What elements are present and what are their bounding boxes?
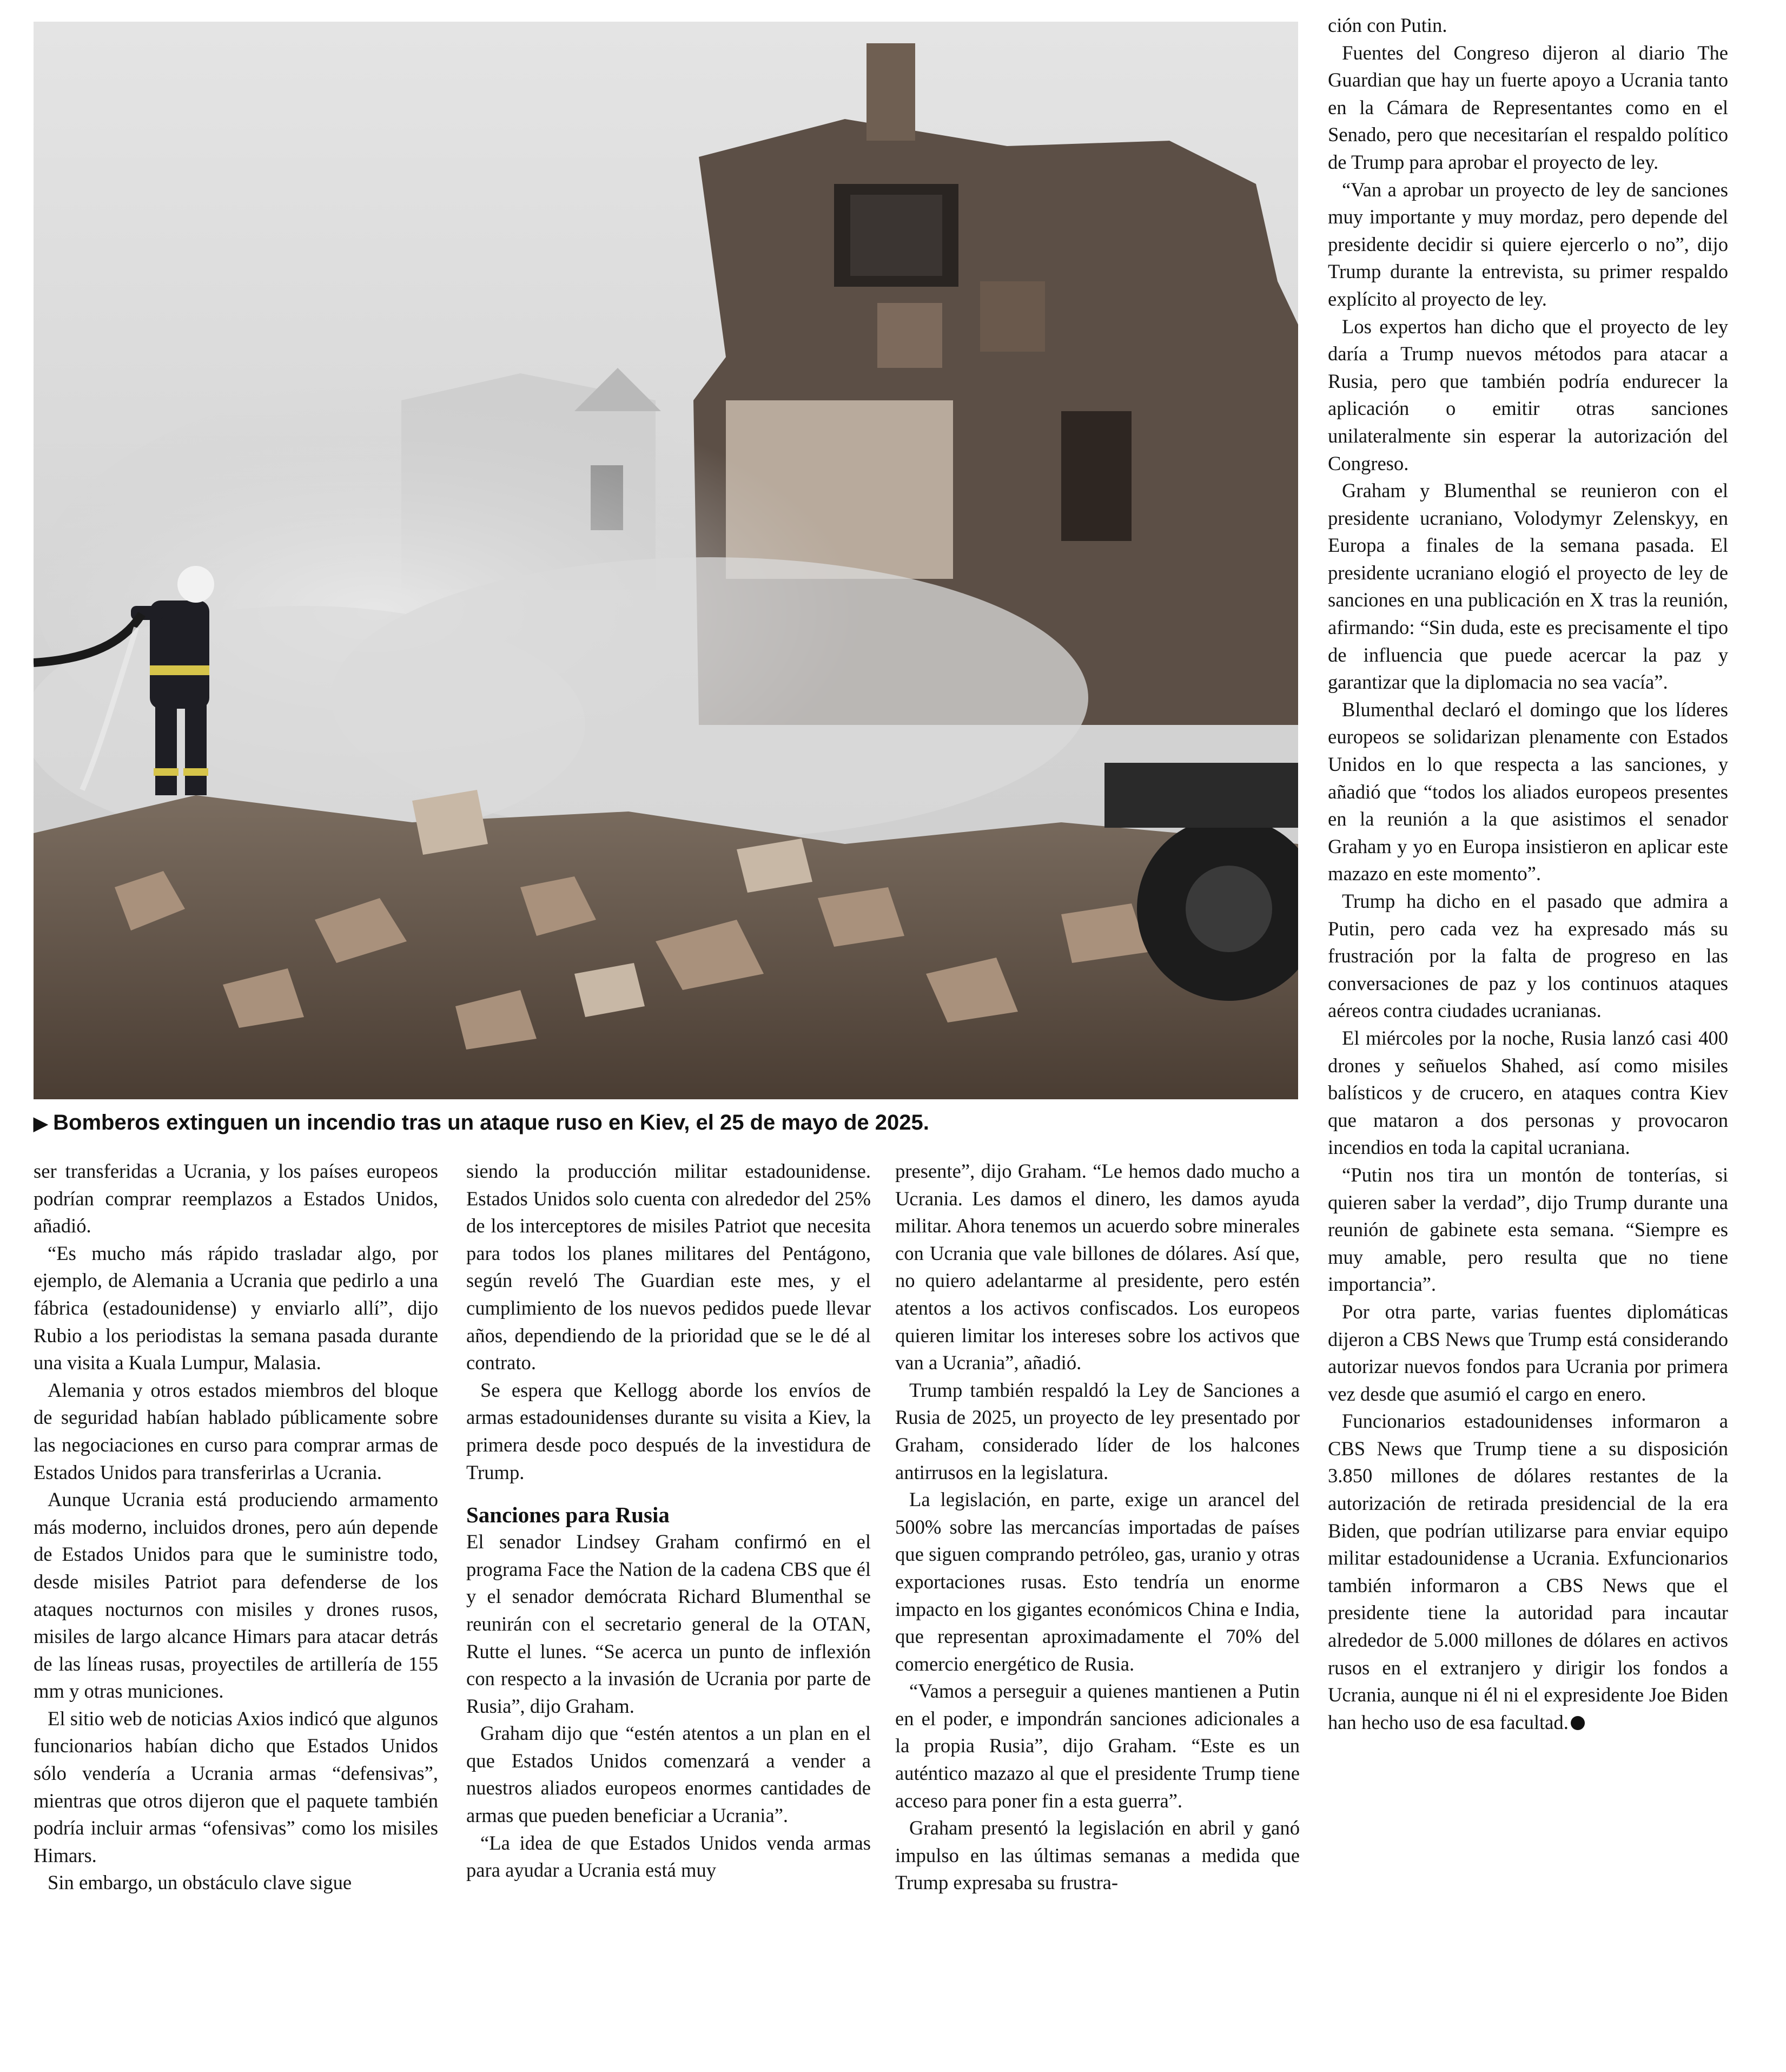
paragraph: La legislación, en parte, exige un arancel del 500% sobre las mercancías importadas de países que siguen comprando petróleo, gas, uranio y otras exportaciones rusas. Esto tendría un enorme impacto en los gigantes económicos China e India, que representan aproximadamente el 70% del comercio energético de Rusia. xyxy=(895,1488,1300,1675)
paragraph: Alemania y otros estados miembros del bloque de seguridad habían hablado públicamente sobre las negociaciones en curso para comprar armas de Estados Unidos para transferirlas a Ucrania. xyxy=(34,1378,438,1483)
paragraph: Aunque Ucrania está produciendo armamento más moderno, incluidos drones, pero aún depende de Estados Unidos para que le suministre todo, desde misiles Patriot para defenderse de los ataques nocturnos con misiles y drones rusos, misiles de largo alcance Himars para atacar detrás de las líneas rusas, proyectiles de artillería de 155 mm y otras municiones. xyxy=(34,1488,438,1703)
paragraph: Los expertos han dicho que el proyecto de ley daría a Trump nuevos métodos para atacar a Rusia, pero que también podría endurecer la aplicación o emitir otras sanciones unilateralmente sin esperar la autorización del Congreso. xyxy=(1328,315,1728,474)
paragraph: Fuentes del Congreso dijeron al diario The Guardian que hay un fuerte apoyo a Ucrania tanto en la Cámara de Representantes como en el Senado, pero que necesitarían el respaldo político de Trump para aprobar el proyecto de ley. xyxy=(1328,41,1728,173)
paragraph: Por otra parte, varias fuentes diplomáticas dijeron a CBS News que Trump está considerando autorizar nuevos fondos para Ucrania por primera vez desde que asumió el cargo en enero. xyxy=(1328,1300,1728,1405)
paragraph: Sin embargo, un obstáculo clave sigue xyxy=(48,1871,352,1894)
paragraph: Trump también respaldó la Ley de Sanciones a Rusia de 2025, un proyecto de ley presentado por Graham, considerado líder de los halcones antirrusos en la legislatura. xyxy=(895,1378,1300,1483)
paragraph: El miércoles por la noche, Rusia lanzó casi 400 drones y señuelos Shahed, así como misiles balísticos y de crucero, en ataques contra Kiev que mataron a dos personas y provocaron incendios en toda la capital ucraniana. xyxy=(1328,1026,1728,1159)
caption-arrow-icon: ▶ xyxy=(34,1113,48,1134)
paragraph: “Putin nos tira un montón de tonterías, si quieren saber la verdad”, dijo Trump durante una reunión de gabinete esta semana. “Siempre es muy amable, pero resulta que no tiene importancia”. xyxy=(1328,1163,1728,1296)
paragraph: “Van a aprobar un proyecto de ley de sanciones muy importante y muy mordaz, pero depende del presidente decidir si quiere ejercerlo o no”, dijo Trump durante la entrevista, su primer respaldo explícito al proyecto de ley. xyxy=(1328,178,1728,310)
paragraph: presente”, dijo Graham. “Le hemos dado mucho a Ucrania. Les damos el dinero, les damos ayuda militar. Ahora tenemos un acuerdo sobre minerales con Ucrania que vale billones de dólares. Así que, no quiero adelantarme al presidente, pero estén atentos a los activos confiscados. Los europeos quieren limitar los intereses sobre los activos que van a Ucrania”, añadió. xyxy=(895,1160,1300,1374)
paragraph: “Es mucho más rápido trasladar algo, por ejemplo, de Alemania a Ucrania que pedirlo a una fábrica (estadounidense) y enviarlo allí”, dijo Rubio a los periodistas la semana pasada durante una visita a Kuala Lumpur, Malasia. xyxy=(34,1242,438,1374)
paragraph: Se espera que Kellogg aborde los envíos de armas estadounidenses durante su visita a Kiev, la primera desde poco después de la investidura de Trump. xyxy=(466,1378,871,1483)
paragraph: Blumenthal declaró el domingo que los líderes europeos se solidarizan plenamente con Estados Unidos en lo que respecta a las sanciones, y añadió que “todos los aliados europeos presentes en la reunión a la que asistimos el senador Graham y yo en Europa insistieron en aplicar este mazazo en este momento”. xyxy=(1328,698,1728,885)
article-column-2 xyxy=(466,1158,871,1884)
caption-text: Bomberos extinguen un incendio tras un ataque ruso en Kiev, el 25 de mayo de 2025. xyxy=(53,1111,929,1134)
paragraph: “La idea de que Estados Unidos venda armas para ayudar a Ucrania está muy xyxy=(466,1831,871,1882)
paragraph: Graham y Blumenthal se reunieron con el presidente ucraniano, Volodymyr Zelenskyy, en Europa a finales de la semana pasada. El presidente ucraniano elogió el proyecto de ley de sanciones en una publicación en X tras la reunión, afirmando: “Sin duda, este es precisamente el tipo de influencia que puede acercar la paz y garantizar que la diplomacia no sea vacía”. xyxy=(1328,479,1728,694)
paragraph: ción con Putin. xyxy=(1328,14,1447,36)
paragraph: Graham presentó la legislación en abril y ganó impulso en las últimas semanas a medida que Trump expresaba su frustra- xyxy=(895,1817,1300,1894)
last-paragraph xyxy=(1328,1408,1728,1736)
paragraph: “Vamos a perseguir a quienes mantienen a Putin en el poder, e impondrán sanciones adicionales a la propia Rusia”, dijo Graham. “Este es un auténtico mazazo al que el presidente Trump tiene acceso para poner fin a esta guerra”. xyxy=(895,1680,1300,1812)
paragraph: Graham dijo que “estén atentos a un plan en el que Estados Unidos comenzará a vender a nuestros aliados europeos enormes cantidades de armas que pueden beneficiar a Ucrania”. xyxy=(466,1722,871,1827)
article-column-4 xyxy=(1328,12,1728,1736)
fire-rubble-photo-icon xyxy=(34,22,1298,1099)
article-column-3 xyxy=(895,1158,1300,1897)
photo-caption xyxy=(34,1104,1298,1141)
end-of-article-icon xyxy=(1571,1716,1585,1730)
paragraph-text: Funcionarios estadounidenses informaron a CBS News que Trump tiene a su disposición 3.850 millones de dólares restantes de la autorización de retirada presidencial de la era Biden, que podrían utilizarse para enviar equipo militar estadounidense a Ucrania. Exfuncionarios también informaron a CBS News que el presidente tiene la autoridad para incautar alrededor de 5.000 millones de dólares en activos rusos en el extranjero y dirigir los fondos a Ucrania, aunque ni él ni el expresidente Joe Biden han hecho uso de esa facultad. xyxy=(1328,1410,1728,1733)
paragraph: siendo la producción militar estadounidense. Estados Unidos solo cuenta con alrededor del 25% de los interceptores de misiles Patriot que necesita para todos los planes militares del Pentágono, según reveló The Guardian este mes, y el cumplimiento de los nuevos pedidos puede llevar años, dependiendo de la prioridad que se le dé al contrato. xyxy=(466,1160,871,1374)
paragraph: El sitio web de noticias Axios indicó que algunos funcionarios habían dicho que Estados Unidos sólo vendería a Ucrania armas “defensivas”, mientras que otros dijeron que el paquete también podría incluir armas “ofensivas” como los misiles Himars. xyxy=(34,1707,438,1866)
paragraph: El senador Lindsey Graham confirmó en el programa Face the Nation de la cadena CBS que él y el senador demócrata Richard Blumenthal se reunirán con el secretario general de la OTAN, Rutte el lunes. “Se acerca un punto de inflexión con respecto a la invasión de Ucrania por parte de Rusia”, dijo Graham. xyxy=(466,1530,871,1717)
article-column-1 xyxy=(34,1158,438,1897)
paragraph: Trump ha dicho en el pasado que admira a Putin, pero cada vez ha expresado más su frustración por la falta de progreso en las conversaciones de paz y los continuos ataques aéreos contra ciudades ucranianas. xyxy=(1328,890,1728,1022)
paragraph: ser transferidas a Ucrania, y los países europeos podrían comprar reemplazos a Estados Unidos, añadió. xyxy=(34,1160,438,1237)
section-heading: Sanciones para Rusia xyxy=(466,1502,670,1528)
news-photo xyxy=(34,22,1298,1099)
